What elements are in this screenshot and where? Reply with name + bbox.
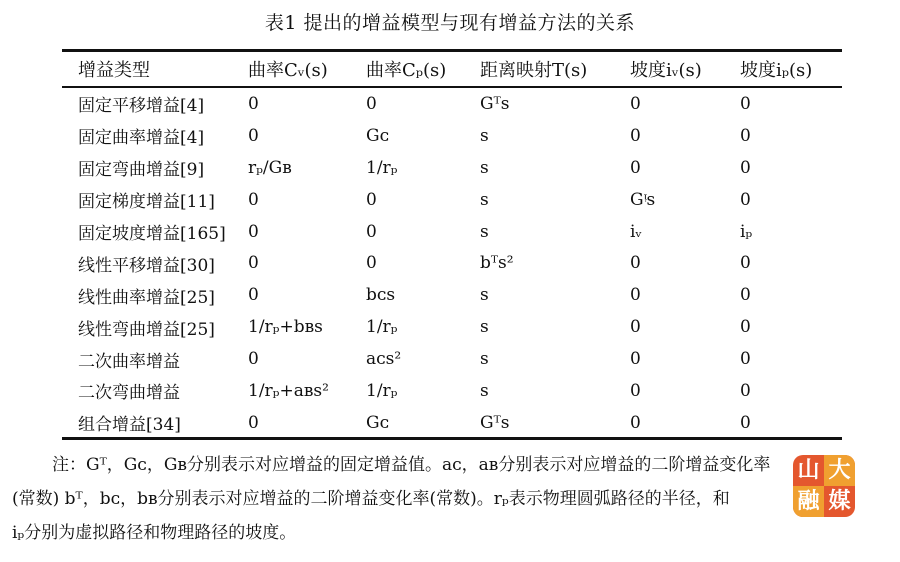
table-row <box>62 247 842 279</box>
gain-type-cell: 线性平移增益[30] <box>78 255 215 276</box>
table-note <box>12 448 882 550</box>
value-cell: s <box>480 189 489 210</box>
table-row <box>62 343 842 375</box>
gain-type-cell: 组合增益[34] <box>78 415 181 436</box>
value-cell: s <box>480 349 489 370</box>
value-cell: 0 <box>740 285 751 306</box>
table-row <box>62 86 842 120</box>
value-cell: 0 <box>630 253 641 274</box>
value-cell: s <box>480 125 489 146</box>
logo-char: 媒 <box>828 489 851 514</box>
gain-type-cell: 线性弯曲增益[25] <box>78 319 215 340</box>
value-cell: 1/rₚ+bʙs <box>248 317 323 338</box>
value-cell: s <box>480 380 489 401</box>
table-row <box>62 375 842 407</box>
value-cell: Gᵀs <box>480 93 510 114</box>
logo-char: 融 <box>793 486 824 517</box>
value-cell: 0 <box>248 253 259 274</box>
table-row <box>62 279 842 311</box>
value-cell: 1/rₚ+aʙs² <box>248 380 329 401</box>
header-gain-type: 增益类型 <box>78 60 150 81</box>
gain-type-cell: 固定梯度增益[11] <box>78 192 215 213</box>
value-cell: 0 <box>248 412 259 433</box>
value-cell: bᵀs² <box>480 253 514 274</box>
value-cell: s <box>480 285 489 306</box>
watermark-logo <box>793 455 855 517</box>
value-cell: 0 <box>740 125 751 146</box>
value-cell: rₚ/Gʙ <box>248 157 292 178</box>
header-curvature-cp: 曲率Cₚ(s) <box>366 60 447 81</box>
value-cell: iᵥ <box>630 221 642 242</box>
value-cell: 1/rₚ <box>366 380 398 401</box>
value-cell: 0 <box>740 157 751 178</box>
note-line-1: 注：Gᵀ，Gᴄ，Gʙ分别表示对应增益的固定增益值。aᴄ，aʙ分别表示对应增益的二阶增益变化率 <box>52 455 771 475</box>
gain-type-cell: 固定弯曲增益[9] <box>78 160 205 181</box>
value-cell: 0 <box>630 349 641 370</box>
value-cell: 0 <box>366 93 377 114</box>
value-cell: 0 <box>630 125 641 146</box>
value-cell: 0 <box>248 221 259 242</box>
value-cell: Gᵀs <box>480 412 510 433</box>
value-cell: 0 <box>740 349 751 370</box>
note-line-3: iₚ分别为虚拟路径和物理路径的坡度。 <box>12 523 297 543</box>
gain-type-cell: 线性曲率增益[25] <box>78 287 215 308</box>
table-row <box>62 184 842 216</box>
table-row <box>62 216 842 248</box>
gain-type-cell: 二次弯曲增益 <box>78 383 180 404</box>
value-cell: 0 <box>248 125 259 146</box>
value-cell: 0 <box>248 285 259 306</box>
value-cell: 0 <box>740 317 751 338</box>
table-title: 表1 提出的增益模型与现有增益方法的关系 <box>264 12 636 34</box>
value-cell: 0 <box>366 189 377 210</box>
header-slope-iv: 坡度iᵥ(s) <box>630 60 702 81</box>
gain-type-cell: 固定平移增益[4] <box>78 96 205 117</box>
header-curvature-cv: 曲率Cᵥ(s) <box>248 60 328 81</box>
value-cell: 0 <box>630 93 641 114</box>
value-cell: 0 <box>630 317 641 338</box>
value-cell: 0 <box>366 253 377 274</box>
note-line-2: (常数) bᵀ，bᴄ，bʙ分别表示对应增益的二阶增益变化率(常数)。rₚ表示物理圆弧路径的半径，和 <box>12 489 730 509</box>
table-row <box>62 407 842 439</box>
logo-char: 大 <box>824 455 855 486</box>
value-cell: 0 <box>366 221 377 242</box>
value-cell: iₚ <box>740 221 753 242</box>
header-distance-mapping: 距离映射T(s) <box>480 60 588 81</box>
value-cell: Gᴄ <box>366 412 390 433</box>
value-cell: bᴄs <box>366 285 396 306</box>
value-cell: 0 <box>630 380 641 401</box>
value-cell: 0 <box>630 157 641 178</box>
gain-type-cell: 二次曲率增益 <box>78 351 180 372</box>
header-slope-ip: 坡度iₚ(s) <box>740 60 813 81</box>
header-row <box>62 52 842 86</box>
value-cell: s <box>480 317 489 338</box>
gain-type-cell: 固定曲率增益[4] <box>78 128 205 149</box>
value-cell: s <box>480 221 489 242</box>
value-cell: 0 <box>630 285 641 306</box>
table-row <box>62 152 842 184</box>
value-cell: s <box>480 157 489 178</box>
logo-char: 山 <box>797 458 820 483</box>
value-cell: aᴄs² <box>366 349 402 370</box>
value-cell: 0 <box>248 93 259 114</box>
value-cell: 0 <box>740 189 751 210</box>
value-cell: 1/rₚ <box>366 157 398 178</box>
value-cell: 0 <box>740 412 751 433</box>
gain-type-cell: 固定坡度增益[165] <box>78 224 226 244</box>
value-cell: Gᴄ <box>366 125 390 146</box>
value-cell: 0 <box>248 349 259 370</box>
value-cell: 0 <box>248 189 259 210</box>
gain-table <box>62 52 842 439</box>
value-cell: 1/rₚ <box>366 317 398 338</box>
table-row <box>62 311 842 343</box>
value-cell: 0 <box>630 412 641 433</box>
table-row <box>62 120 842 152</box>
value-cell: 0 <box>740 253 751 274</box>
value-cell: 0 <box>740 93 751 114</box>
value-cell: 0 <box>740 380 751 401</box>
value-cell: Gᵎs <box>630 189 656 210</box>
